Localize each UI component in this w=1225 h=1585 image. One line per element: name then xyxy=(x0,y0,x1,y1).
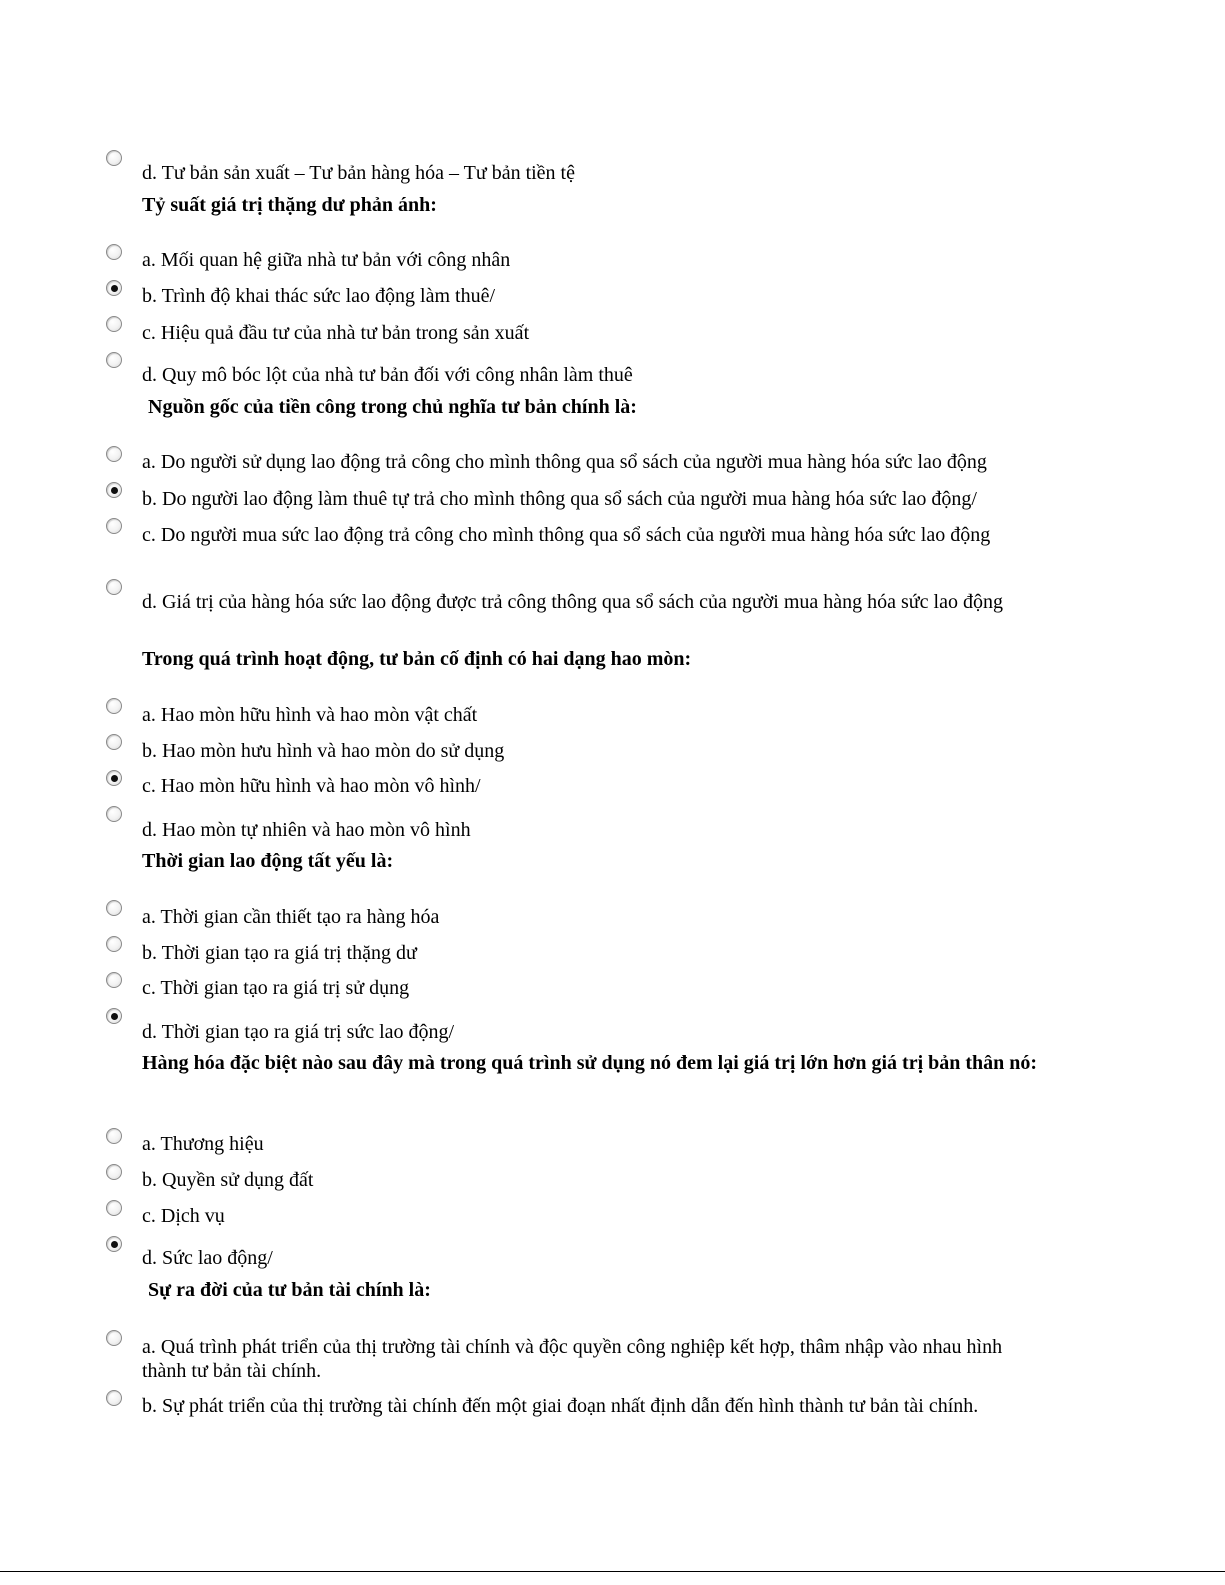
radio-button[interactable] xyxy=(106,1200,122,1216)
answer-option: c. Do người mua sức lao động trả công cho mình thông qua sổ sách của người mua hàng hóa sức lao động xyxy=(142,524,991,546)
answer-option: a. Do người sử dụng lao động trả công cho mình thông qua sổ sách của người mua hàng hóa sức lao động xyxy=(142,451,987,473)
radio-button-selected[interactable] xyxy=(106,482,122,498)
answer-option: a. Quá trình phát triển của thị trường tài chính và độc quyền công nghiệp kết hợp, thâm nhập vào nhau hình thành tư bản tài chính. xyxy=(142,1336,1003,1382)
answer-option: b. Trình độ khai thác sức lao động làm thuê/ xyxy=(142,285,496,307)
radio-button[interactable] xyxy=(106,936,122,952)
page-bottom-border xyxy=(0,1571,1225,1572)
radio-button-selected[interactable] xyxy=(106,1008,122,1024)
radio-button[interactable] xyxy=(106,1330,122,1346)
answer-option: a. Thương hiệu xyxy=(142,1133,264,1155)
answer-option: b. Do người lao động làm thuê tự trả cho mình thông qua sổ sách của người mua hàng hóa sức lao động/ xyxy=(142,488,977,510)
question-text: Hàng hóa đặc biệt nào sau đây mà trong quá trình sử dụng nó đem lại giá trị lớn hơn giá trị bản thân nó: xyxy=(142,1052,1038,1074)
radio-button[interactable] xyxy=(106,698,122,714)
answer-option: d. Thời gian tạo ra giá trị sức lao động/ xyxy=(142,1021,455,1043)
radio-button[interactable] xyxy=(106,734,122,750)
radio-button-selected[interactable] xyxy=(106,280,122,296)
answer-option: d. Sức lao động/ xyxy=(142,1247,273,1269)
radio-button[interactable] xyxy=(106,150,122,166)
radio-button[interactable] xyxy=(106,806,122,822)
question-text: Sự ra đời của tư bản tài chính là: xyxy=(148,1279,431,1301)
answer-option: b. Thời gian tạo ra giá trị thặng dư xyxy=(142,942,417,964)
radio-button-selected[interactable] xyxy=(106,1236,122,1252)
answer-option: c. Hao mòn hữu hình và hao mòn vô hình/ xyxy=(142,775,481,797)
question-text: Tỷ suất giá trị thặng dư phản ánh: xyxy=(142,194,437,216)
radio-button[interactable] xyxy=(106,316,122,332)
answer-option: d. Giá trị của hàng hóa sức lao động được trả công thông qua sổ sách của người mua hàng hóa sức lao động xyxy=(142,591,1003,613)
question-text: Thời gian lao động tất yếu là: xyxy=(142,850,394,872)
answer-option: c. Dịch vụ xyxy=(142,1205,225,1227)
radio-button[interactable] xyxy=(106,1128,122,1144)
answer-option: b. Sự phát triển của thị trường tài chính đến một giai đoạn nhất định dẫn đến hình thành tư bản tài chính. xyxy=(142,1395,979,1417)
answer-option: a. Thời gian cần thiết tạo ra hàng hóa xyxy=(142,906,440,928)
radio-button[interactable] xyxy=(106,1164,122,1180)
answer-option: c. Thời gian tạo ra giá trị sử dụng xyxy=(142,977,410,999)
radio-button[interactable] xyxy=(106,972,122,988)
answer-option: a. Mối quan hệ giữa nhà tư bản với công nhân xyxy=(142,249,511,271)
radio-button[interactable] xyxy=(106,446,122,462)
answer-option: b. Quyền sử dụng đất xyxy=(142,1169,314,1191)
answer-option: c. Hiệu quả đầu tư của nhà tư bản trong sản xuất xyxy=(142,322,530,344)
answer-option: d. Tư bản sản xuất – Tư bản hàng hóa – Tư bản tiền tệ xyxy=(142,162,575,184)
radio-button[interactable] xyxy=(106,352,122,368)
answer-option: a. Hao mòn hữu hình và hao mòn vật chất xyxy=(142,704,478,726)
answer-option: d. Quy mô bóc lột của nhà tư bản đối với công nhân làm thuê xyxy=(142,364,633,386)
question-text: Nguồn gốc của tiền công trong chủ nghĩa tư bản chính là: xyxy=(148,396,637,418)
radio-button[interactable] xyxy=(106,579,122,595)
radio-button[interactable] xyxy=(106,518,122,534)
answer-option: b. Hao mòn hưu hình và hao mòn do sử dụng xyxy=(142,740,505,762)
radio-button[interactable] xyxy=(106,900,122,916)
question-text: Trong quá trình hoạt động, tư bản cố định có hai dạng hao mòn: xyxy=(142,648,692,670)
radio-button-selected[interactable] xyxy=(106,770,122,786)
radio-button[interactable] xyxy=(106,244,122,260)
answer-option: d. Hao mòn tự nhiên và hao mòn vô hình xyxy=(142,819,471,841)
radio-button[interactable] xyxy=(106,1390,122,1406)
